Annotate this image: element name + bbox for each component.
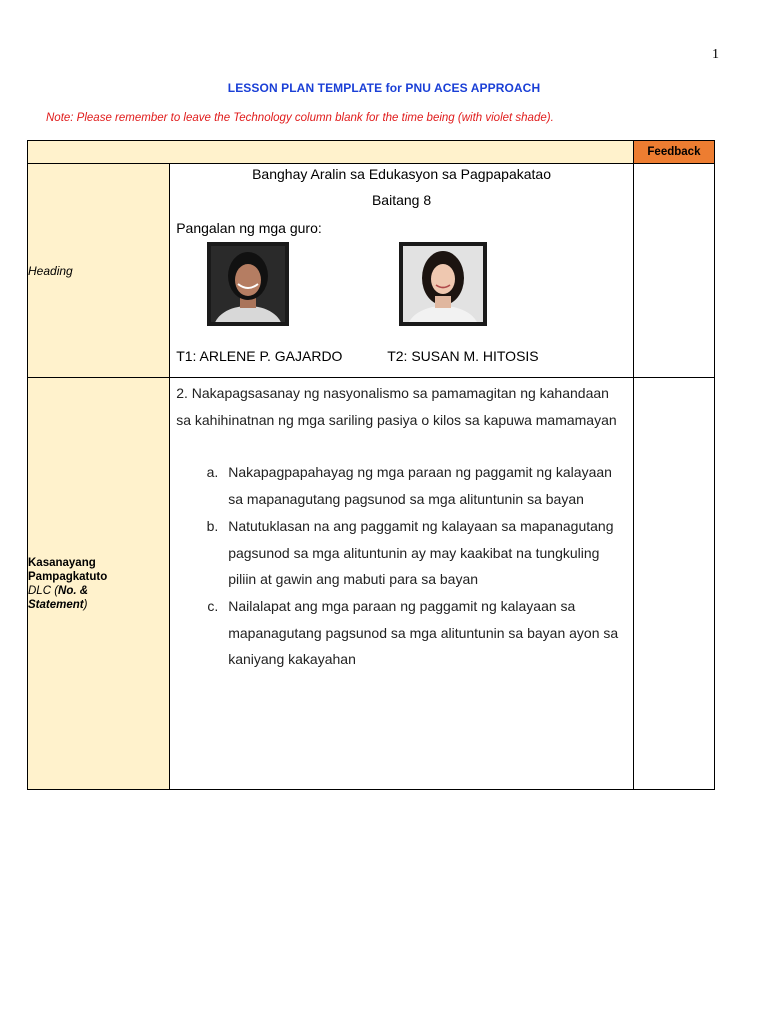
dlc-feedback-cell [633, 378, 714, 790]
dlc-label-statement: Statement [28, 598, 84, 611]
dlc-label-no: No. & [58, 584, 89, 597]
table-header-row [28, 141, 715, 164]
dlc-label-line2: Pampagkatuto [28, 570, 108, 583]
dlc-label-prefix: DLC ( [28, 584, 59, 597]
page-title: LESSON PLAN TEMPLATE for PNU ACES APPROACH [227, 81, 541, 95]
page-number: 1 [712, 47, 719, 62]
lesson-plan-table [27, 140, 715, 790]
heading-feedback-cell [633, 164, 714, 378]
heading-row [28, 164, 715, 378]
feedback-header: Feedback [633, 141, 714, 164]
dlc-label-line1: Kasanayang [28, 556, 96, 569]
dlc-content-cell [170, 378, 634, 790]
teachers-label: Pangalan ng mga guro: [176, 220, 322, 236]
list-item: a. Nakapagpapahayag ng mga paraan ng paggamit ng kalayaan sa mapanagutang pagsunod sa mga alituntunin sa bayan [222, 459, 625, 512]
dlc-label [28, 378, 170, 790]
teacher2-photo [399, 242, 487, 326]
dlc-row [28, 378, 715, 790]
heading-label: Heading [28, 164, 170, 378]
teacher2-name: T2: SUSAN M. HITOSIS [387, 348, 539, 364]
subject-title: Banghay Aralin sa Edukasyon sa Pagpapakatao [252, 166, 551, 182]
grade-level: Baitang 8 [371, 192, 432, 208]
header-blank-cell [28, 141, 634, 164]
list-item: b. Natutuklasan na ang paggamit ng kalayaan sa mapanagutang pagsunod sa mga alituntunin ay may kaakibat na tungkuling piliin at gawin ang mabuti para sa bayan [222, 513, 625, 593]
heading-content-cell [170, 164, 634, 378]
teacher1-photo [207, 242, 289, 326]
note-text: Note: Please remember to leave the Technology column blank for the time being (with violet shade). [46, 112, 554, 124]
dlc-label-suffix: ) [83, 598, 88, 611]
list-item: c. Nailalapat ang mga paraan ng paggamit ng kalayaan sa mapanagutang pagsunod sa mga alituntunin sa bayan ayon sa kaniyang kakayahan [222, 593, 625, 673]
teacher1-name: T1: ARLENE P. GAJARDO [176, 348, 343, 364]
dlc-objective: 2. Nakapagsasanay ng nasyonalismo sa pamamagitan ng kahandaan sa kahihinatnan ng mga sariling pasiya o kilos sa kapuwa mamamayan [176, 385, 617, 428]
dlc-items-list [176, 459, 625, 673]
